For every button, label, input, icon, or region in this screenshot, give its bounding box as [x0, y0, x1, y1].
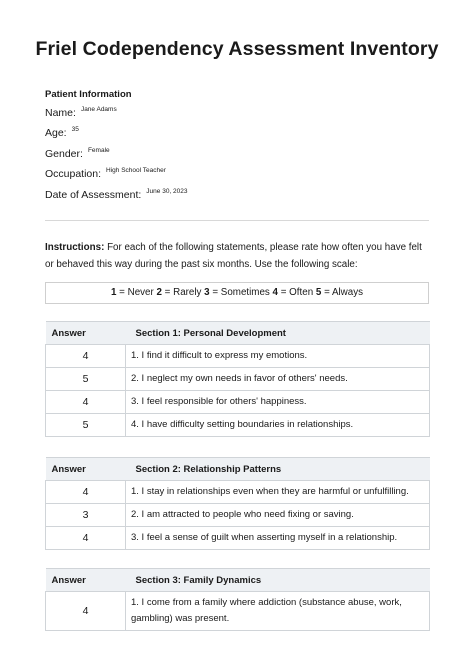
statement-cell: 3. I feel responsible for others' happiness. — [126, 391, 430, 414]
table-row — [46, 345, 430, 368]
patient-info-heading: Patient Information — [45, 89, 132, 100]
scale-num: 1 — [110, 287, 117, 298]
divider — [45, 220, 429, 221]
section-title: Section 2: Relationship Patterns — [126, 458, 430, 481]
section-3-table — [45, 568, 430, 631]
table-row — [46, 592, 430, 631]
answer-cell: 4 — [46, 391, 126, 414]
table-row — [46, 391, 430, 414]
field-value: 35 — [71, 126, 79, 133]
scale-text: = Often — [280, 287, 314, 298]
instructions — [45, 239, 429, 273]
table-row — [46, 527, 430, 550]
table-row — [46, 368, 430, 391]
field-label: Gender: — [45, 148, 83, 160]
scale-num: 3 — [204, 287, 210, 298]
statement-cell: 2. I neglect my own needs in favor of others' needs. — [126, 368, 430, 391]
field-label: Name: — [45, 107, 76, 119]
answer-cell: 4 — [46, 527, 126, 550]
rating-scale — [45, 282, 429, 304]
field-label: Date of Assessment: — [45, 189, 142, 201]
section-2-table — [45, 457, 430, 550]
table-header-row — [46, 569, 430, 592]
field-label: Age: — [45, 127, 67, 139]
statement-cell: 1. I find it difficult to express my emotions. — [126, 345, 430, 368]
section-1-table — [45, 321, 430, 437]
answer-cell: 3 — [46, 504, 126, 527]
answer-header: Answer — [46, 458, 126, 481]
answer-cell: 4 — [46, 481, 126, 504]
answer-cell: 5 — [46, 414, 126, 437]
page-title: Friel Codependency Assessment Inventory — [35, 38, 439, 60]
table-row — [46, 414, 430, 437]
statement-cell: 1. I come from a family where addiction (substance abuse, work, gambling) was present. — [126, 592, 430, 631]
field-gender — [45, 147, 110, 160]
field-value: June 30, 2023 — [146, 188, 188, 195]
scale-num: 5 — [315, 287, 322, 298]
answer-cell: 4 — [46, 345, 126, 368]
statement-cell: 1. I stay in relationships even when they are harmful or unfulfilling. — [126, 481, 430, 504]
scale-num: 4 — [272, 287, 278, 298]
table-row — [46, 481, 430, 504]
answer-cell: 5 — [46, 368, 126, 391]
instructions-text: For each of the following statements, please rate how often you have felt or behaved this way during the past six months. Use the following scale: — [45, 242, 422, 270]
statement-cell: 3. I feel a sense of guilt when asserting myself in a relationship. — [126, 527, 430, 550]
field-occupation — [45, 167, 166, 180]
field-date-of-assessment — [45, 188, 188, 201]
section-title: Section 3: Family Dynamics — [126, 569, 430, 592]
field-label: Occupation: — [45, 168, 102, 180]
field-age — [45, 126, 79, 139]
table-row — [46, 504, 430, 527]
field-value: Female — [87, 147, 110, 154]
statement-cell: 2. I am attracted to people who need fixing or saving. — [126, 504, 430, 527]
table-header-row — [46, 458, 430, 481]
scale-text: = Never — [119, 287, 154, 298]
scale-text: = Rarely — [164, 287, 202, 298]
field-value: Jane Adams — [80, 106, 117, 113]
table-header-row — [46, 322, 430, 345]
statement-cell: 4. I have difficulty setting boundaries in relationships. — [126, 414, 430, 437]
scale-text: = Always — [324, 287, 363, 298]
instructions-label: Instructions: — [45, 242, 105, 253]
field-name — [45, 106, 117, 119]
field-value: High School Teacher — [106, 167, 166, 174]
answer-cell: 4 — [46, 592, 126, 631]
scale-num: 2 — [156, 287, 162, 298]
scale-text: = Sometimes — [212, 287, 270, 298]
answer-header: Answer — [46, 569, 126, 592]
answer-header: Answer — [46, 322, 126, 345]
section-title: Section 1: Personal Development — [126, 322, 430, 345]
